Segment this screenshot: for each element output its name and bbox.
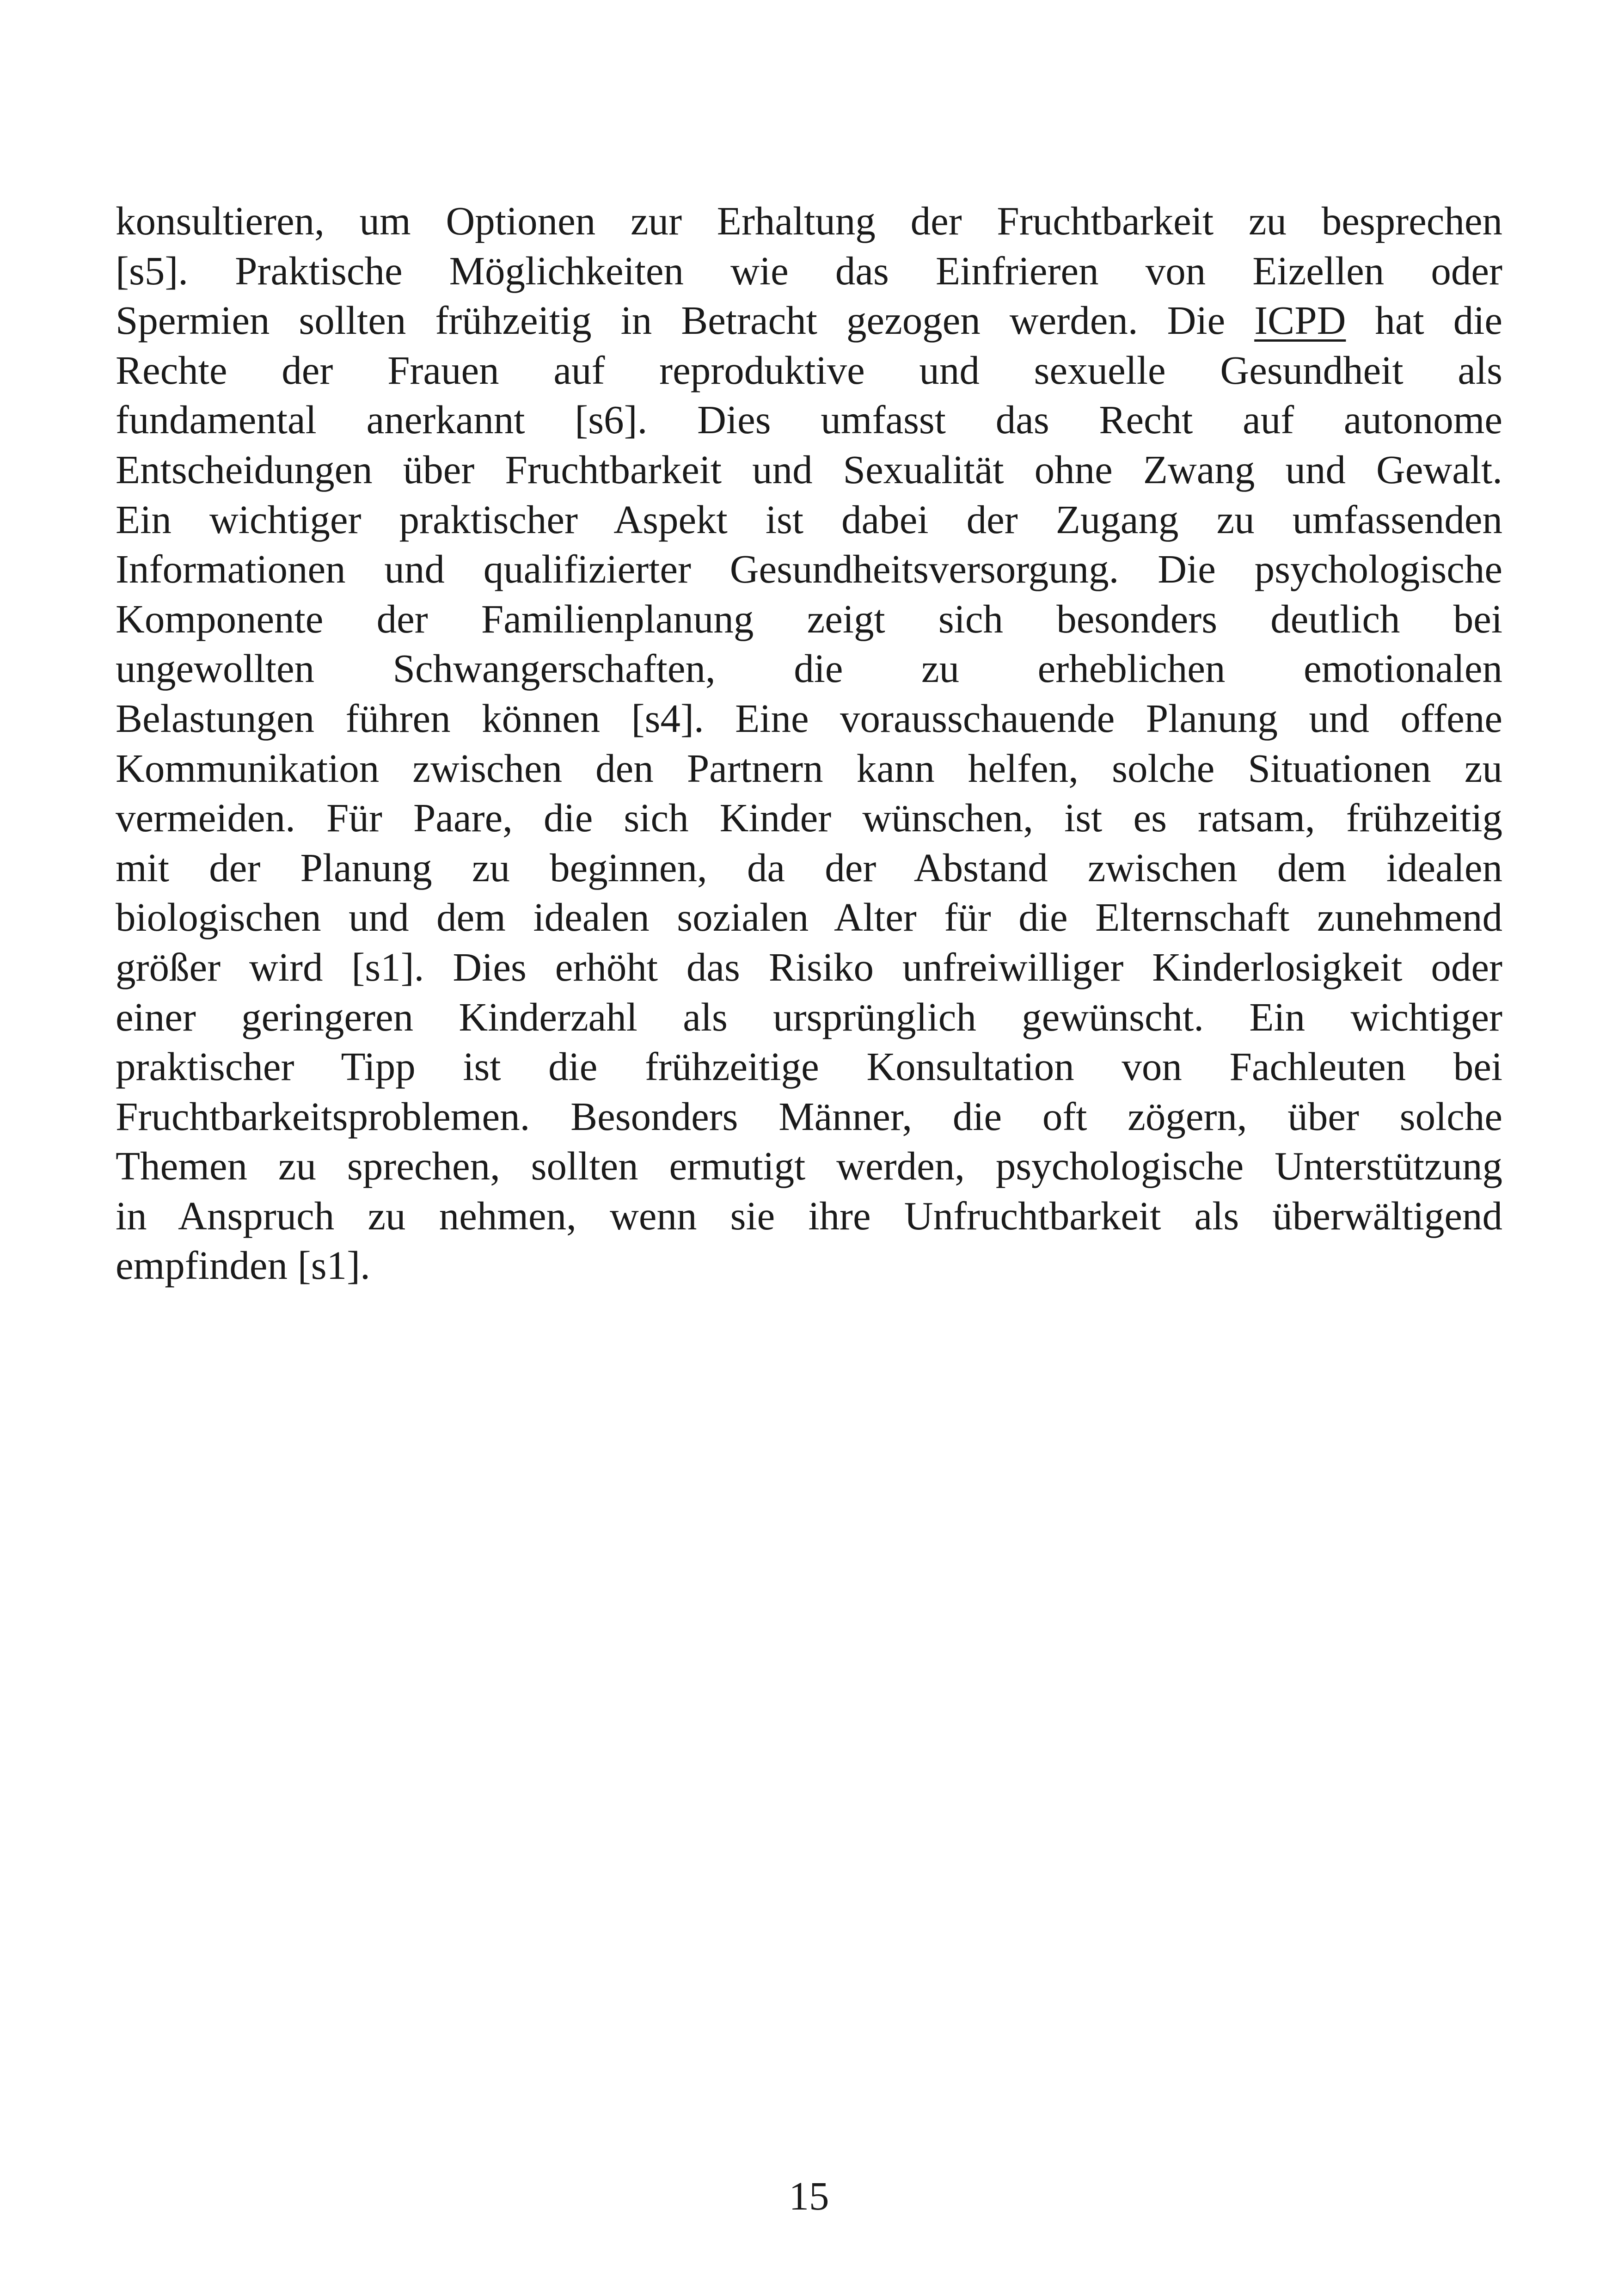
text-line: biologischen und dem idealen sozialen Alter für die Elternschaft zunehmend	[116, 895, 1502, 940]
text-line: vermeiden. Für Paare, die sich Kinder wünschen, ist es ratsam, frühzeitig	[116, 795, 1502, 841]
text-line: mit der Planung zu beginnen, da der Abstand zwischen dem idealen	[116, 845, 1502, 890]
page-number: 15	[789, 2173, 829, 2218]
text-line: Kommunikation zwischen den Partnern kann helfen, solche Situationen zu	[116, 745, 1502, 791]
text-line: praktischer Tipp ist die frühzeitige Konsultation von Fachleuten bei	[116, 1044, 1502, 1089]
text-line: [s5]. Praktische Möglichkeiten wie das Einfrieren von Eizellen oder	[116, 248, 1502, 293]
text-line: Komponente der Familienplanung zeigt sich besonders deutlich bei	[116, 596, 1502, 641]
text-line: größer wird [s1]. Dies erhöht das Risiko unfreiwilliger Kinderlosigkeit oder	[116, 944, 1502, 989]
text-line: Themen zu sprechen, sollten ermutigt werden, psychologische Unterstützung	[116, 1143, 1502, 1189]
text-line: Rechte der Frauen auf reproduktive und sexuelle Gesundheit als	[116, 347, 1502, 393]
text-line: in Anspruch zu nehmen, wenn sie ihre Unfruchtbarkeit als überwältigend	[116, 1193, 1502, 1238]
body-paragraph	[116, 196, 1502, 1290]
text-line: Belastungen führen können [s4]. Eine vorausschauende Planung und offene	[116, 695, 1502, 741]
text-line: fundamental anerkannt [s6]. Dies umfasst das Recht auf autonome	[116, 397, 1502, 442]
text-line: Fruchtbarkeitsproblemen. Besonders Männer, die oft zögern, über solche	[116, 1093, 1502, 1139]
text-line: konsultieren, um Optionen zur Erhaltung der Fruchtbarkeit zu besprechen	[116, 198, 1502, 243]
icpd-link[interactable]: ICPD	[1254, 298, 1346, 343]
text-line: Ein wichtiger praktischer Aspekt ist dabei der Zugang zu umfassenden	[116, 497, 1502, 542]
text-line: Entscheidungen über Fruchtbarkeit und Sexualität ohne Zwang und Gewalt.	[116, 447, 1502, 492]
text-line: Spermien sollten frühzeitig in Betracht gezogen werden. Die ICPD hat die	[116, 298, 1502, 343]
text-line: einer geringeren Kinderzahl als ursprünglich gewünscht. Ein wichtiger	[116, 994, 1502, 1039]
text-line: ungewollten Schwangerschaften, die zu erheblichen emotionalen	[116, 646, 1502, 691]
text-line: empfinden [s1].	[116, 1243, 370, 1288]
text-line: Informationen und qualifizierter Gesundheitsversorgung. Die psychologische	[116, 546, 1502, 592]
